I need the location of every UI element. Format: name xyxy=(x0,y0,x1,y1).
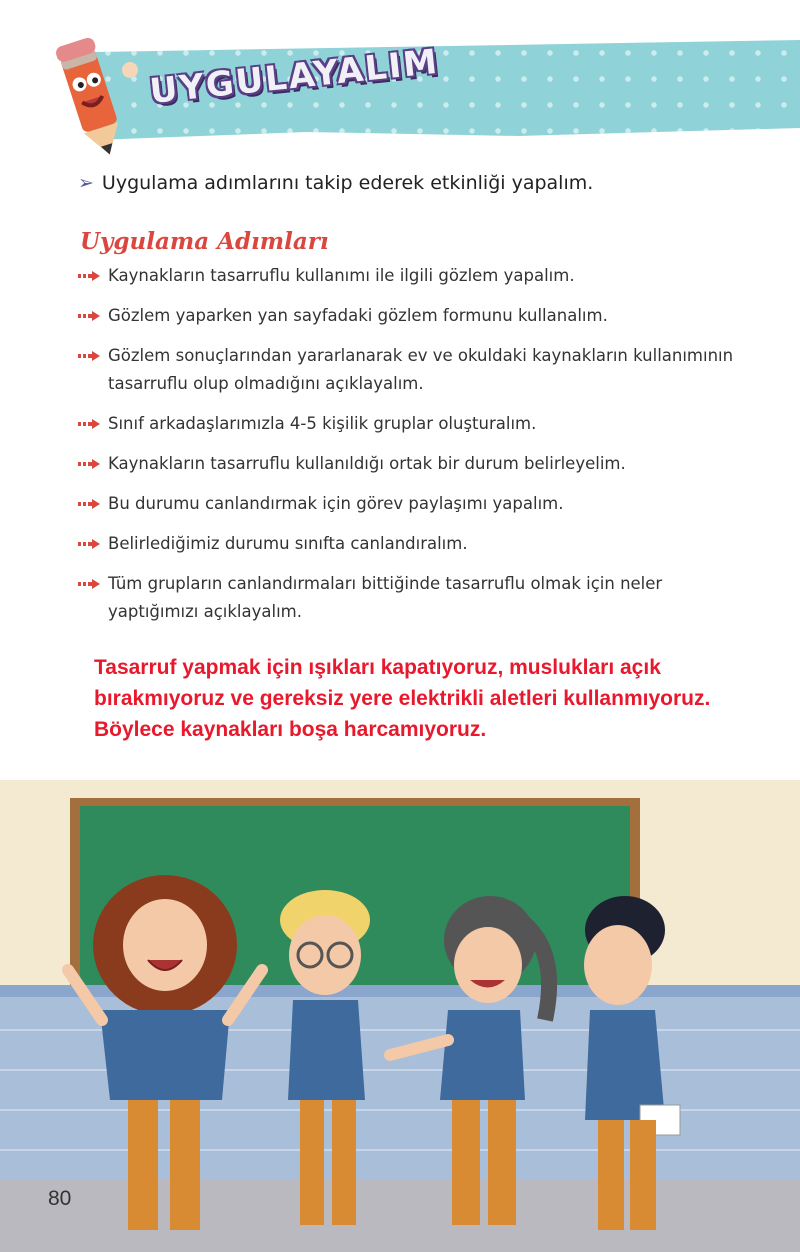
step-text: Gözlem sonuçlarından yararlanarak ev ve okuldaki kaynakların kullanımının tasarruflu olup olmadığını açıklayalım. xyxy=(108,346,734,393)
arrow-bullet-icon xyxy=(78,271,100,281)
step-text: Kaynakların tasarruflu kullanımı ile ilgili gözlem yapalım. xyxy=(108,266,575,285)
answer-text: Tasarruf yapmak için ışıkları kapatıyoruz, muslukları açık bırakmıyoruz ve gereksiz yere elektrikli aletleri kullanmıyoruz. Böylece kaynakları boşa harcamıyoruz. xyxy=(94,656,711,741)
steps-list xyxy=(78,262,738,626)
step-text: Gözlem yaparken yan sayfadaki gözlem formunu kullanalım. xyxy=(108,306,608,325)
arrow-bullet-icon xyxy=(78,419,100,429)
step-text: Belirlediğimiz durumu sınıfta canlandıralım. xyxy=(108,534,468,553)
page-number: 80 xyxy=(48,1187,72,1210)
step-text: Tüm grupların canlandırmaları bittiğinde tasarruflu olmak için neler yaptığımızı açıklayalım. xyxy=(108,574,663,621)
arrow-bullet-icon xyxy=(78,539,100,549)
step-item xyxy=(78,302,738,330)
page-title: UYGULAYALIM xyxy=(147,41,441,112)
intro-text: Uygulama adımlarını takip ederek etkinliği yapalım. xyxy=(101,172,594,194)
arrow-bullet-icon xyxy=(78,311,100,321)
arrow-bullet-icon xyxy=(78,351,100,361)
step-item xyxy=(78,570,738,626)
pencil-mascot-icon xyxy=(40,28,150,158)
arrow-bullet-icon xyxy=(78,459,100,469)
step-text: Sınıf arkadaşlarımızla 4-5 kişilik gruplar oluşturalım. xyxy=(108,414,537,433)
arrow-bullet-icon xyxy=(78,579,100,589)
step-item xyxy=(78,530,738,558)
step-item xyxy=(78,342,738,398)
arrow-bullet-icon xyxy=(78,499,100,509)
intro-instruction xyxy=(78,172,758,194)
step-item xyxy=(78,410,738,438)
steps-heading: Uygulama Adımları xyxy=(80,228,329,255)
step-text: Bu durumu canlandırmak için görev paylaşımı yapalım. xyxy=(108,494,564,513)
step-item xyxy=(78,490,738,518)
arrow-right-icon: ➢ xyxy=(78,172,94,194)
classroom-children-illustration xyxy=(0,780,800,1252)
step-item xyxy=(78,450,738,478)
step-item xyxy=(78,262,738,290)
step-text: Kaynakların tasarruflu kullanıldığı ortak bir durum belirleyelim. xyxy=(108,454,626,473)
